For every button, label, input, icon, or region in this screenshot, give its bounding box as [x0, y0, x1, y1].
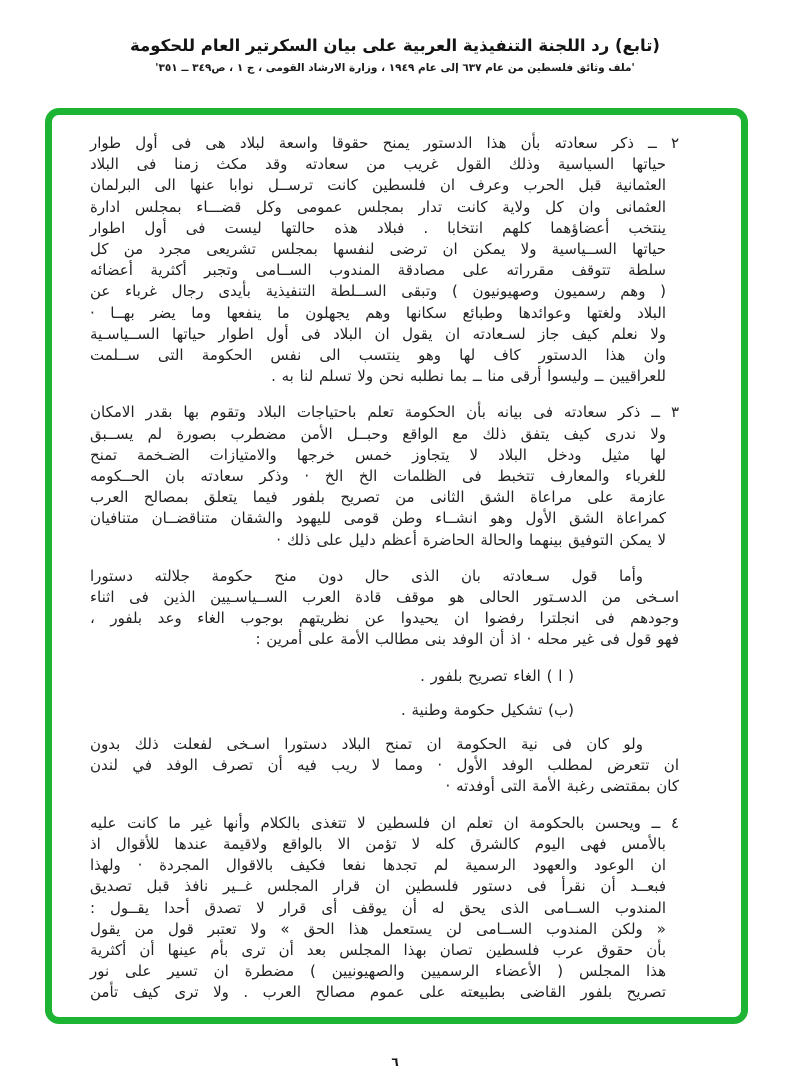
numbered-paragraph-٤	[90, 813, 679, 1004]
text-line: وجودهم فى انجلترا رفضوا ان يحيدوا عن نظريتهم بوجوب الغاء وعد بلفور ،	[90, 609, 679, 628]
text-line: هذا المجلس ( الأعضاء الرسميين والصهيونيين ) مضطرة ان تسير على نور	[90, 962, 666, 981]
text-line: للغرباء والمعارف تتخبط فى الظلمات الخ الخ · وذكر سعادته بان الحــكومه	[90, 467, 666, 486]
text-line: تصريح بلفور القاضى بطبيعته على عموم مصالح العرب . ولا ترى كيف تأمن	[90, 983, 666, 1002]
text-line: سلطة تتوقف مقرراته على مصادقة المندوب الســامى وتجبر أكثرية أعضائه	[90, 261, 666, 280]
text-line: اسـخى من الدسـتور الحالى هو موقف قادة العرب الســياسـيين الذين فى اثناء	[90, 588, 679, 607]
text-line: لها مثيل ودخل البلاد لا يتجاوز خمس خرجها والامتيازات الضـخمة تمنح	[90, 445, 666, 464]
text-line: وأما قول سـعادته بان الذى حال دون منح حكومة جلالته دستورا	[90, 566, 643, 585]
text-line: المندوب الســامى الذى يحق له أن يوقف أى قرار لا تصدق أحدا يقــول :	[90, 898, 666, 917]
text-line: ٤ ــ ويحسن بالحكومة ان تعلم ان فلسطين لا تتغذى بالكلام وأنها غير ما كانت عليه	[90, 813, 679, 832]
page-header	[0, 0, 790, 74]
text-line: بأن حقوق عرب فلسطين تصان بهذا المجلس بعد أن ترى بأم عينها أن أكثرية	[90, 940, 666, 959]
numbered-paragraph-٢	[90, 133, 679, 387]
document-source-line: 'ملف وثائق فلسطين من عام ٦٣٧ إلى عام ١٩٤٩ ، وزارة الارشاد القومى ، ج ١ ، ص٣٤٩ ــ ٣٥١'	[155, 62, 635, 74]
text-line: (ب) تشكيل حكومة وطنية .	[400, 700, 574, 719]
text-line: العثمانية قبل الحرب وعرف ان فلسطين كانت ترســل نوابا عنها الى البرلمان	[90, 176, 666, 195]
text-line: ( ا ) الغاء تصريح بلفور .	[420, 666, 574, 685]
text-line: البلاد ولغتها وعوائدها وطبائع سكانها وهم يجهلون ما ينفعها وما يضر بهــا ·	[90, 303, 666, 322]
text-line: فهو قول فى غير محله · اذ أن الوفد بنى مطالب الأمة على أمرين :	[255, 630, 679, 649]
text-line: حياتها السياسية وذلك القول غريب من سعادته وقد مكث زمنا فى البلاد	[90, 155, 666, 174]
paragraph	[90, 566, 679, 651]
list-item	[90, 700, 679, 721]
text-line: حياتها الســياسية ولا يمكن ان ترضى لنفسها بمجلس تشريعى مجرد من كل	[90, 240, 666, 259]
numbered-paragraph-٣	[90, 402, 679, 550]
text-line: ٢ ــ ذكر سعادته بأن هذا الدستور يمنح حقوقا واسعة لبلاد هى فى أول طوار	[90, 134, 679, 152]
list-item	[90, 666, 679, 687]
text-line: ٣ ــ ذكر سعادته فى بيانه بأن الحكومة تعلم باحتياجات البلاد وتقوم بها بقدر الامكان	[90, 403, 679, 422]
text-line: ولا ندرى كيف يتفق ذلك مع الواقع وحبــل الأمن مضطرب بصورة لم يســبق	[90, 424, 666, 443]
paragraph	[90, 734, 679, 798]
document-body	[52, 115, 741, 1004]
text-line: « ولكن المندوب الســامى لن يستعمل هذا الحق » ولا تعتبر قول من يقول	[90, 919, 666, 938]
text-line: بالأمس فهى اليوم كالشرق كله لا تؤمن الا بالواقع ولاقيمة عندها للأقوال اذ	[90, 834, 666, 853]
text-line: ينتخب أعضاؤهما كلهم انتخابا . فبلاد هذه حالتها ليست فى أول اطوار	[90, 218, 666, 237]
text-line: وان هذا الدستور كاف لها وهو ينتسب الى نفس الحكومة التى ســلمت	[90, 346, 666, 365]
text-line: عازمة على مراعاة الشق الثانى من تصريح بلفور فيما يتعلق بمصالح العرب	[90, 488, 666, 507]
text-line: ان تتعرض لمطلب الوفد الأول · ومما لا ريب فيه أن تصرف الوفد في لندن	[90, 756, 679, 775]
content-border-box	[45, 108, 748, 1024]
text-line: للعراقيين ــ وليسوا أرقى منا ــ بما نطلبه نحن ولا تسلم لنا به .	[271, 367, 666, 386]
text-line: ان الوعود والعهود الرسمية لم تجدها نفعا فكيف بالاقوال المجردة · ولهذا	[90, 856, 666, 875]
text-line: العثمانى وان كل ولاية كانت تدار بمجلس عمومى وكل قضـــاء بمجلس ادارة	[90, 197, 666, 216]
text-line: ( وهم رسميون وصهيونيون ) وتبقى الســلطة التنفيذية بأيدى رجال غرباء عن	[90, 282, 666, 301]
text-line: ولو كان فى نية الحكومة ان تمنح البلاد دستورا اسـخى لفعلت ذلك بدون	[90, 735, 643, 754]
document-title: (تابع) رد اللجنة التنفيذية العربية على بيان السكرتير العام للحكومة	[130, 36, 660, 55]
page-number: ٦	[391, 1055, 399, 1069]
text-line: ولا نعلم كيف جاز لسـعادته ان يقول ان البلاد فى أول اطوار حياتها الســياسـية	[90, 324, 666, 343]
text-line: كمراعاة الشق الأول وهو انشــاء وطن قومى لليهود والشقان متناقضــان متنافيان	[90, 509, 666, 528]
text-line: لا يمكن التوفيق بينهما والحالة الحاضرة أعظم دليل على ذلك ·	[276, 530, 666, 549]
text-line: فبعــد أن نقرأ فى دستور فلسطين ان قرار المجلس غــير نافذ قبل تصديق	[90, 877, 666, 896]
text-line: كان بمقتضى رغبة الأمة التى أوفدته ·	[445, 777, 679, 796]
